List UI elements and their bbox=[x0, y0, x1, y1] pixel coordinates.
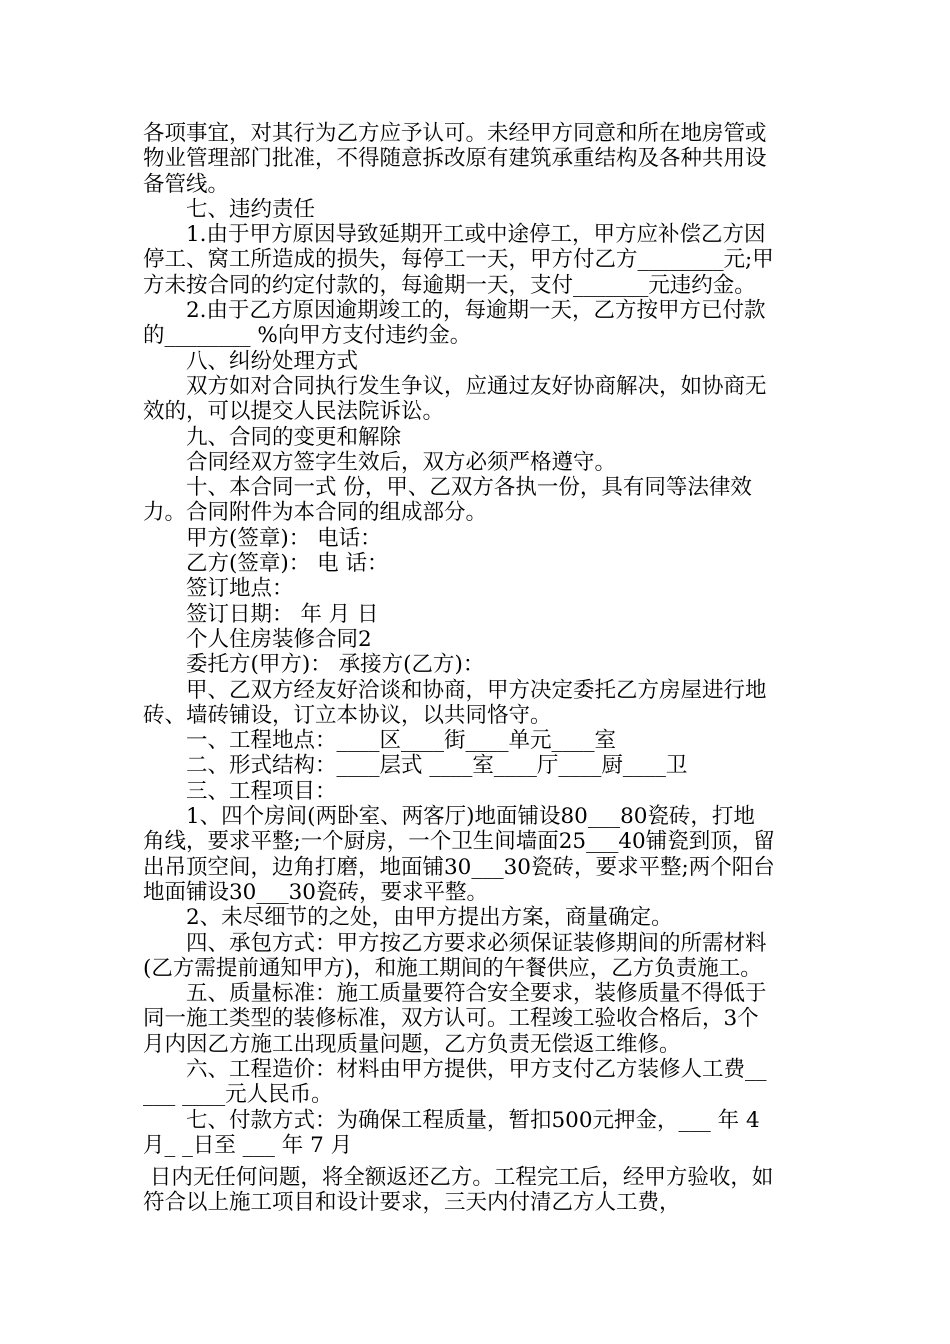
text-line: 效的，可以提交人民法院诉讼。 bbox=[143, 399, 445, 425]
text-line: 月_ _日至 ___ 年 7 月 bbox=[143, 1132, 353, 1158]
text-line: 力。合同附件为本合同的组成部分。 bbox=[143, 500, 488, 526]
text-line: 七、违约责任 bbox=[143, 196, 316, 222]
text-line: ___ ____元人民币。 bbox=[143, 1082, 333, 1108]
text-line: 签订日期： 年 月 日 bbox=[143, 601, 379, 627]
text-line: 一、工程地点：____区____街____单元____室 bbox=[143, 728, 617, 754]
text-line: 十、本合同一式 份，甲、乙双方各执一份，具有同等法律效 bbox=[143, 475, 752, 501]
text-line: 委托方(甲方)： 承接方(乙方)： bbox=[143, 652, 485, 678]
text-line: 甲方(签章)： 电话： bbox=[143, 525, 382, 551]
text-line: 角线，要求平整;一个厨房，一个卫生间墙面25___40铺瓷到顶，留 bbox=[143, 829, 775, 855]
text-line: 乙方(签章)： 电 话： bbox=[143, 551, 389, 577]
text-line: 月内因乙方施工出现质量问题，乙方负责无偿返工维修。 bbox=[143, 1031, 681, 1057]
text-line: 双方如对合同执行发生争议，应通过友好协商解决，如协商无 bbox=[143, 373, 767, 399]
text-line: (乙方需提前通知甲方)，和施工期间的午餐供应，乙方负责施工。 bbox=[143, 955, 762, 981]
text-line: 符合以上施工项目和设计要求，三天内付清乙方人工费， bbox=[143, 1190, 681, 1216]
contract-body bbox=[143, 121, 808, 1158]
text-line: 2、未尽细节的之处，由甲方提出方案，商量确定。 bbox=[143, 905, 673, 931]
text-line: 同一施工类型的装修标准，双方认可。工程竣工验收合格后，3个 bbox=[143, 1006, 759, 1032]
text-line: 出吊顶空间，边角打磨，地面铺30___30瓷砖，要求平整;两个阳台 bbox=[143, 854, 775, 880]
text-line: 2.由于乙方原因逾期竣工的，每逾期一天，乙方按甲方已付款 bbox=[143, 298, 766, 324]
text-line: 物业管理部门批准，不得随意拆改原有建筑承重结构及各种共用设 bbox=[143, 146, 767, 172]
text-line: 停工、窝工所造成的损失，每停工一天，甲方付乙方________元;甲 bbox=[143, 247, 774, 273]
text-line: 六、工程造价：材料由甲方提供，甲方支付乙方装修人工费__ bbox=[143, 1056, 767, 1082]
text-line: 甲、乙双方经友好洽谈和协商，甲方决定委托乙方房屋进行地 bbox=[143, 677, 767, 703]
text-line: 砖、墙砖铺设，订立本协议，以共同恪守。 bbox=[143, 702, 552, 728]
text-line: 日内无任何问题，将全额返还乙方。工程完工后，经甲方验收，如 bbox=[143, 1165, 774, 1190]
text-line: 个人住房装修合同2 bbox=[143, 626, 372, 652]
text-line: 四、承包方式：甲方按乙方要求必须保证装修期间的所需材料 bbox=[143, 930, 767, 956]
text-line: 五、质量标准：施工质量要符合安全要求，装修质量不得低于 bbox=[143, 981, 767, 1007]
text-line: 方未按合同的约定付款的，每逾期一天，支付_______元违约金。 bbox=[143, 272, 756, 298]
text-line: 1、四个房间(两卧室、两客厅)地面铺设80___80瓷砖，打地 bbox=[143, 804, 755, 830]
text-line: 各项事宜，对其行为乙方应予认可。未经甲方同意和所在地房管或 bbox=[143, 121, 767, 146]
text-line: 的________ %向甲方支付违约金。 bbox=[143, 323, 472, 349]
text-line: 二、形式结构：____层式 ____室____厅____厨____卫 bbox=[143, 753, 688, 779]
text-line: 地面铺设30___30瓷砖，要求平整。 bbox=[143, 879, 488, 905]
text-line: 备管线。 bbox=[143, 171, 230, 197]
text-line: 八、纠纷处理方式 bbox=[143, 348, 359, 374]
contract-continuation bbox=[143, 1165, 808, 1216]
text-line: 签订地点： bbox=[143, 576, 294, 602]
text-line: 七、付款方式：为确保工程质量，暂扣500元押金，___ 年 4 bbox=[143, 1107, 760, 1133]
text-line: 三、工程项目： bbox=[143, 778, 337, 804]
text-line: 九、合同的变更和解除 bbox=[143, 424, 402, 450]
text-line: 1.由于甲方原因导致延期开工或中途停工，甲方应补偿乙方因 bbox=[143, 222, 766, 248]
text-line: 合同经双方签字生效后，双方必须严格遵守。 bbox=[143, 449, 617, 475]
